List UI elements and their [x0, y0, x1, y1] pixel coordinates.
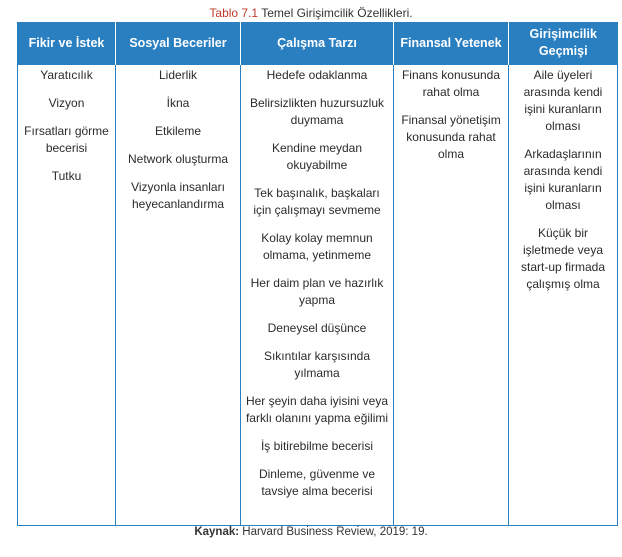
source-note	[0, 526, 622, 538]
column-fikir-ve-istek	[18, 65, 116, 526]
list-item: Etkileme	[154, 124, 201, 138]
column-finansal-yetenek	[394, 65, 509, 526]
list-item: Belirsizlikten huzursuzluk duymama	[249, 96, 385, 127]
header-finansal-yetenek: Finansal Yetenek	[394, 22, 509, 65]
table-caption	[0, 6, 622, 20]
list-item: İkna	[166, 96, 190, 110]
list-item: Vizyonla insanları heyecanlandırma	[131, 180, 225, 211]
list-item: İş bitirebilme becerisi	[260, 439, 374, 453]
list-item: Finans konusunda rahat olma	[401, 68, 501, 99]
list-item: Tek başınalık, başkaları için çalışmayı sevmeme	[253, 186, 381, 217]
table-header-row	[18, 22, 618, 65]
source-label: Kaynak:	[194, 526, 240, 538]
list-item: Liderlik	[158, 68, 197, 82]
header-calisma-tarzi: Çalışma Tarzı	[241, 22, 394, 65]
list-item: Fırsatları görme becerisi	[24, 124, 109, 155]
header-fikir-ve-istek: Fikir ve İstek	[18, 22, 116, 65]
source-text: Harvard Business Review, 2019: 19.	[242, 526, 428, 538]
table-number: Tablo 7.1	[209, 6, 259, 20]
column-calisma-tarzi	[241, 65, 394, 526]
list-item: Vizyon	[48, 96, 85, 110]
list-item: Her daim plan ve hazırlık yapma	[250, 276, 384, 307]
list-item: Yaratıcılık	[40, 68, 93, 82]
header-girisimcilik-gecmisi: Girişimcilik Geçmişi	[509, 22, 618, 65]
list-item: Arkadaşlarının arasında kendi işini kuranların olması	[523, 147, 603, 212]
list-item: Dinleme, güvenme ve tavsiye alma becerisi	[258, 467, 376, 498]
list-item: Sıkıntılar karşısında yılmama	[263, 349, 371, 380]
list-item: Aile üyeleri arasında kendi işini kuranların olması	[523, 68, 603, 133]
column-girisimcilik-gecmisi	[509, 65, 618, 526]
list-item: Hedefe odaklanma	[266, 68, 368, 82]
list-item: Kolay kolay memnun olmama, yetinmeme	[261, 231, 373, 262]
table-title: Temel Girişimcilik Özellikleri.	[261, 6, 413, 20]
column-sosyal-beceriler	[116, 65, 241, 526]
list-item: Küçük bir işletmede veya start-up firmada çalışmış olma	[520, 226, 606, 291]
list-item: Kendine meydan okuyabilme	[271, 141, 363, 172]
table-row	[18, 65, 618, 526]
list-item: Finansal yönetişim konusunda rahat olma	[401, 113, 501, 161]
list-item: Tutku	[51, 169, 82, 183]
list-item: Deneysel düşünce	[267, 321, 367, 335]
list-item: Her şeyin daha iyisini veya farklı olanını yapma eğilimi	[245, 394, 389, 425]
header-sosyal-beceriler: Sosyal Beceriler	[116, 22, 241, 65]
characteristics-table	[17, 22, 618, 526]
list-item: Network oluşturma	[127, 152, 229, 166]
